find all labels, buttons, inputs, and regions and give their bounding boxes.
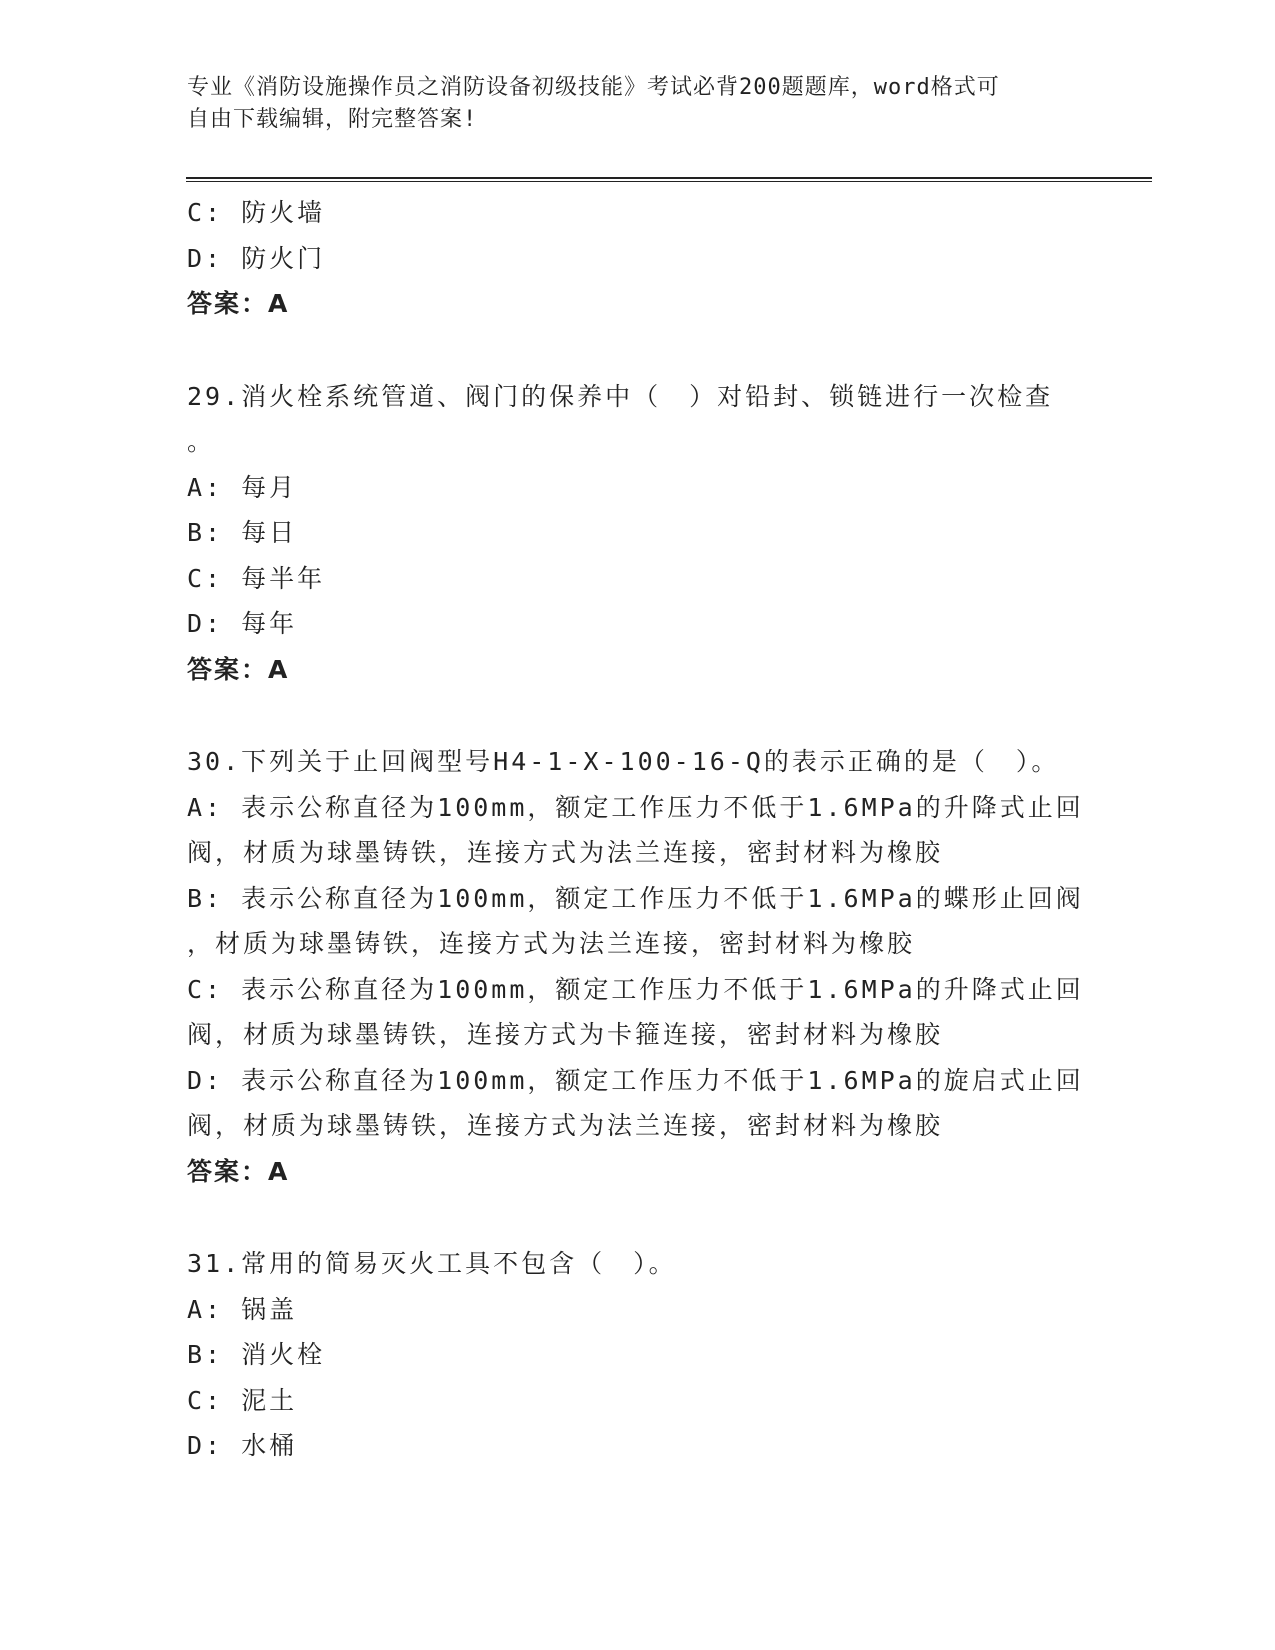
q28-option-c: C: 防火墙 [187,198,326,227]
q30-option-d-line-2: 阀，材质为球墨铸铁，连接方式为法兰连接，密封材料为橡胶 [187,1111,944,1140]
q30-option-a-line-2: 阀，材质为球墨铸铁，连接方式为法兰连接，密封材料为橡胶 [187,838,944,867]
header-rule-thick [186,177,1152,179]
q29-answer: 答案：A [187,654,290,684]
q29-stem-line-1: 29.消火栓系统管道、阀门的保养中（ ）对铅封、锁链进行一次检查 [187,381,1054,411]
q30-option-c-line-1: C: 表示公称直径为100mm，额定工作压力不低于1.6MPa的升降式止回 [187,974,1084,1004]
q30-stem: 30.下列关于止回阀型号H4-1-X-100-16-Q的表示正确的是（ ）。 [187,747,1060,776]
q29-option-b: B: 每日 [187,518,298,547]
q30-option-d-line-1: D: 表示公称直径为100mm，额定工作压力不低于1.6MPa的旋启式止回 [187,1065,1084,1095]
q29-option-c: C: 每半年 [187,563,326,593]
q30-option-a-line-1: A: 表示公称直径为100mm，额定工作压力不低于1.6MPa的升降式止回 [187,792,1084,822]
header-rule-thin [186,181,1152,182]
q28-option-d: D: 防火门 [187,243,326,273]
question-list [187,190,1087,1469]
q30-option-b-line-1: B: 表示公称直径为100mm，额定工作压力不低于1.6MPa的蝶形止回阀 [187,883,1084,913]
q29-option-d: D: 每年 [187,609,298,638]
q29-option-a: A: 每月 [187,472,298,502]
q31-option-c: C: 泥土 [187,1385,298,1415]
header-line-1: 专业《消防设施操作员之消防设备初级技能》考试必背200题题库，word格式可 [187,75,1000,100]
q31-option-b: B: 消火栓 [187,1340,326,1369]
q30-option-c-line-2: 阀，材质为球墨铸铁，连接方式为卡箍连接，密封材料为橡胶 [187,1020,944,1049]
q31-option-d: D: 水桶 [187,1431,298,1460]
document-header [187,72,1067,136]
q31-stem: 31.常用的简易灭火工具不包含（ ）。 [187,1249,677,1278]
q31-option-a: A: 锅盖 [187,1294,298,1324]
q29-stem-line-2: 。 [187,427,216,456]
q30-answer: 答案：A [187,1156,290,1186]
q30-option-b-line-2: ，材质为球墨铸铁，连接方式为法兰连接，密封材料为橡胶 [187,929,916,958]
q28-answer: 答案：A [187,289,290,318]
header-line-2: 自由下载编辑，附完整答案! [187,107,478,132]
